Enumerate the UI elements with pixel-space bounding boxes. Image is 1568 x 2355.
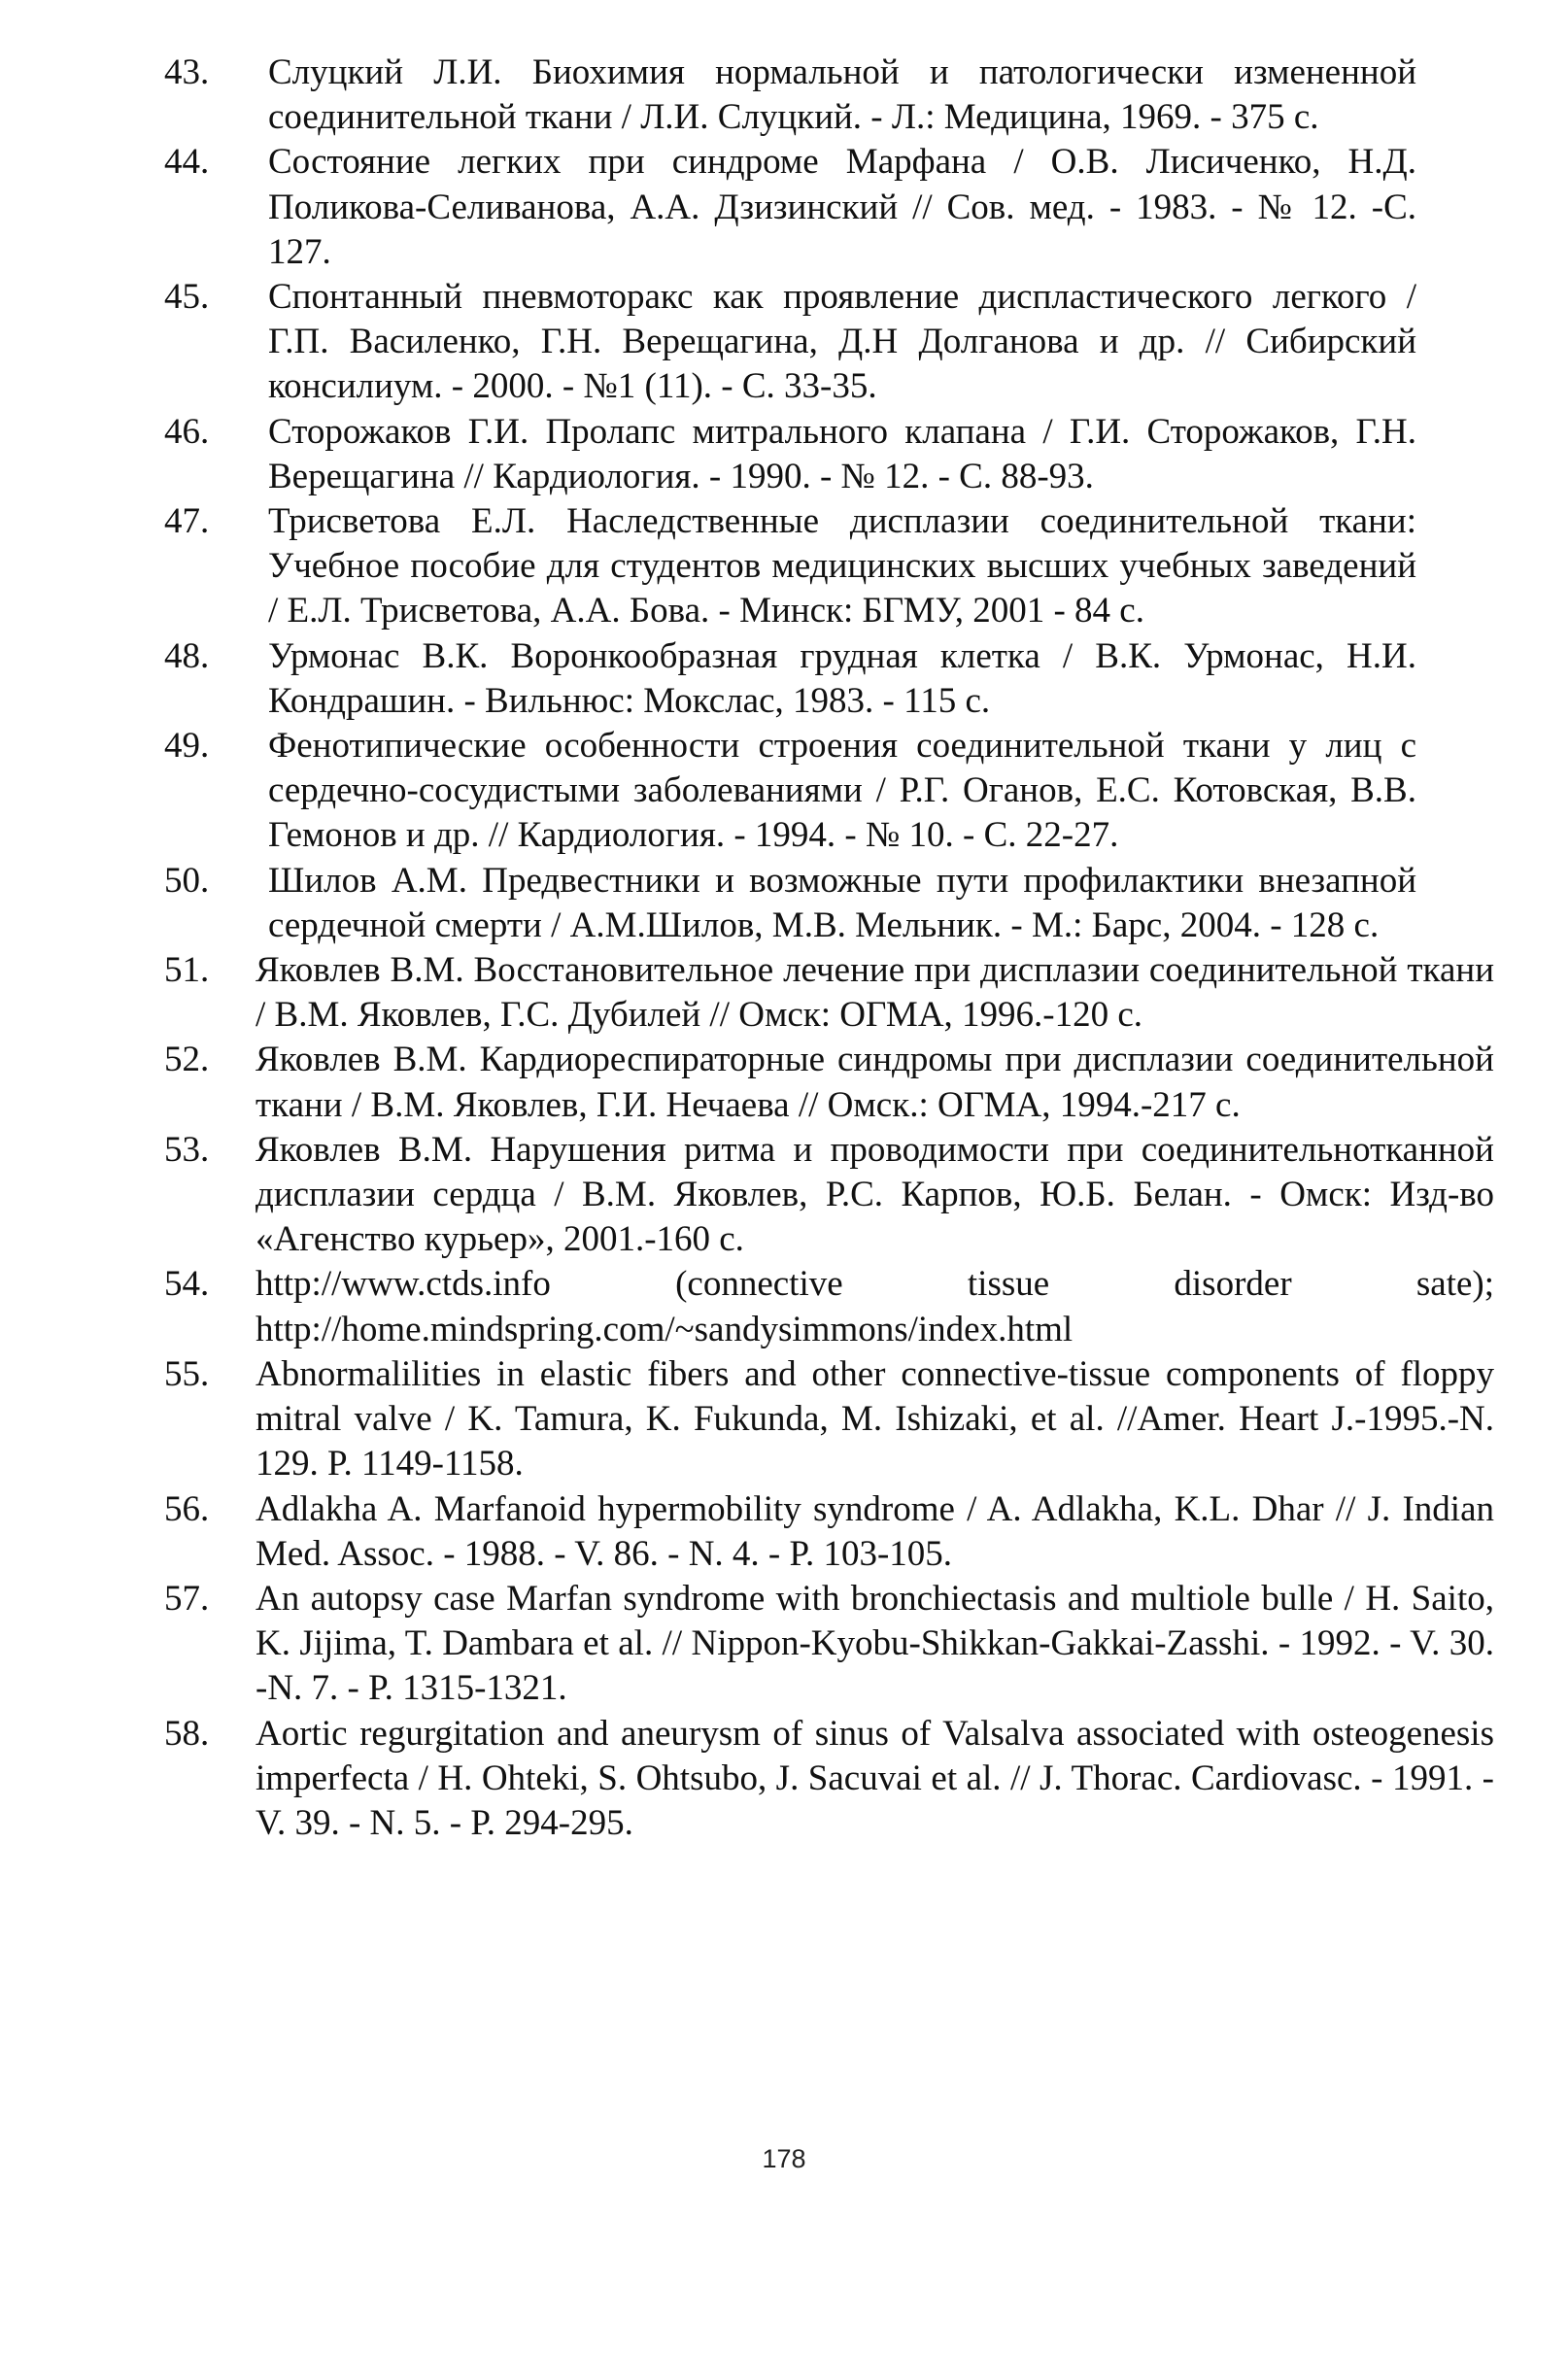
- reference-number: 43.: [164, 52, 210, 92]
- reference-item: [158, 410, 1416, 499]
- reference-item: [158, 1128, 1494, 1263]
- reference-text: Сторожаков Г.И. Пролапс митрального клапана / Г.И. Сторожаков, Г.Н. Верещагина // Кардиология. - 1990. - № 12. - С. 88-93.: [268, 411, 1416, 496]
- reference-number: 45.: [164, 277, 210, 318]
- reference-item: [158, 140, 1416, 275]
- reference-item: [158, 634, 1416, 724]
- reference-number: 56.: [164, 1488, 210, 1529]
- reference-item: [158, 1487, 1494, 1577]
- reference-text: Состояние легких при синдроме Марфана / О.В. Лисиченко, Н.Д. Поликова-Селиванова, А.А. Дзизинский // Сов. мед. - 1983. - № 12. -С. 127.: [268, 142, 1416, 272]
- reference-number: 50.: [164, 860, 210, 901]
- reference-text: http://www.ctds.info (connective tissue disorder sate); http://home.mindspring.com/~sandysimmons/index.html: [256, 1264, 1494, 1349]
- reference-item: [158, 51, 1416, 140]
- reference-number: 54.: [164, 1264, 210, 1305]
- reference-list: [158, 51, 1494, 1846]
- page-number: 178: [762, 2144, 806, 2173]
- reference-number: 46.: [164, 411, 210, 452]
- reference-number: 53.: [164, 1129, 210, 1170]
- reference-item: [158, 1352, 1494, 1487]
- reference-number: 47.: [164, 501, 210, 542]
- reference-number: 44.: [164, 142, 210, 183]
- reference-number: 51.: [164, 950, 210, 991]
- reference-number: 52.: [164, 1040, 210, 1080]
- reference-item: [158, 1038, 1494, 1127]
- reference-item: [158, 1712, 1494, 1847]
- reference-number: 58.: [164, 1713, 210, 1754]
- reference-text: Яковлев В.М. Нарушения ритма и проводимости при соединительнотканной дисплазии сердца / В.М. Яковлев, Р.С. Карпов, Ю.Б. Белан. - Омск: Изд-во «Агенство курьер», 2001.-160 с.: [256, 1129, 1494, 1260]
- reference-text: Яковлев В.М. Кардиореспираторные синдромы при дисплазии соединительной ткани / В.М. Яковлев, Г.И. Нечаева // Омск.: ОГМА, 1994.-217 с.: [256, 1040, 1494, 1125]
- reference-item: [158, 499, 1416, 634]
- reference-number: 49.: [164, 726, 210, 767]
- reference-text: Спонтанный пневмоторакс как проявление диспластического легкого / Г.П. Василенко, Г.Н. Верещагина, Д.Н Долганова и др. // Сибирский консилиум. - 2000. - №1 (11). - С. 33-35.: [268, 277, 1416, 407]
- reference-item: [158, 859, 1416, 948]
- reference-text: An autopsy case Marfan syndrome with bronchiectasis and multiole bulle / H. Saito, K. Jijima, T. Dambara et al. // Nippon-Kyobu-Shikkan-Gakkai-Zasshi. - 1992. - V. 30. -N. 7. - P. 1315-1321.: [256, 1578, 1494, 1709]
- reference-text: Яковлев В.М. Восстановительное лечение при дисплазии соединительной ткани / В.М. Яковлев, Г.С. Дубилей // Омск: ОГМА, 1996.-120 с.: [256, 950, 1494, 1036]
- reference-text: Aortic regurgitation and aneurysm of sinus of Valsalva associated with osteogenesis imperfecta / H. Ohteki, S. Ohtsubo, J. Sacuvai et al. // J. Thorac. Cardiovasc. - 1991. - V. 39. - N. 5. - P. 294-295.: [256, 1713, 1494, 1843]
- reference-text: Adlakha A. Marfanoid hypermobility syndrome / A. Adlakha, K.L. Dhar // J. Indian Med. Assoc. - 1988. - V. 86. - N. 4. - P. 103-105.: [256, 1488, 1494, 1574]
- reference-item: [158, 948, 1494, 1038]
- reference-text: Abnormalilities in elastic fibers and other connective-tissue components of floppy mitral valve / K. Tamura, K. Fukunda, M. Ishizaki, et al. //Amer. Heart J.-1995.-N. 129. P. 1149-1158.: [256, 1353, 1494, 1485]
- reference-text: Слуцкий Л.И. Биохимия нормальной и патологически измененной соединительной ткани / Л.И. Слуцкий. - Л.: Медицина, 1969. - 375 с.: [268, 52, 1416, 138]
- reference-item: [158, 1577, 1494, 1712]
- reference-number: 55.: [164, 1353, 210, 1394]
- reference-text: Урмонас В.К. Воронкообразная грудная клетка / В.К. Урмонас, Н.И. Кондрашин. - Вильнюс: Мокслас, 1983. - 115 с.: [268, 635, 1416, 721]
- reference-item: [158, 275, 1416, 410]
- reference-text: Фенотипические особенности строения соединительной ткани у лиц с сердечно-сосудистыми заболеваниями / Р.Г. Оганов, Е.С. Котовская, В.В. Гемонов и др. // Кардиология. - 1994. - № 10. - С. 22-27.: [268, 726, 1416, 856]
- reference-number: 57.: [164, 1578, 210, 1619]
- reference-number: 48.: [164, 635, 210, 676]
- reference-item: [158, 724, 1416, 859]
- reference-item: [158, 1262, 1494, 1351]
- reference-text: Трисветова Е.Л. Наследственные дисплазии соединительной ткани: Учебное пособие для студентов медицинских высших учебных заведений / Е.Л. Трисветова, А.А. Бова. - Минск: БГМУ, 2001 - 84 с.: [268, 501, 1416, 631]
- reference-text: Шилов А.М. Предвестники и возможные пути профилактики внезапной сердечной смерти / А.М.Шилов, М.В. Мельник. - М.: Барс, 2004. - 128 с.: [268, 860, 1416, 945]
